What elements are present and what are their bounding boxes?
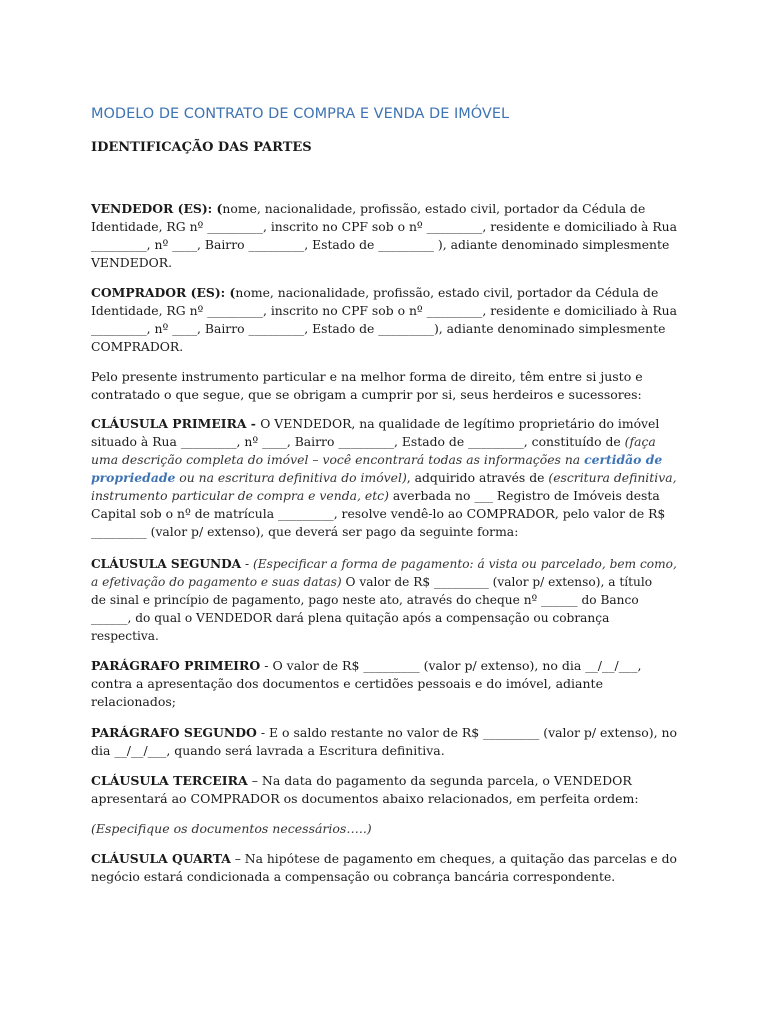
preamble-paragraph [91,368,643,404]
clausula-terceira-paragraph [91,772,639,808]
italic-text: (escritura definitiva, [548,470,677,485]
text-line: , adquirido através de [406,470,549,485]
certidao-link[interactable]: certidão de [584,452,663,467]
separator-text: - [241,556,253,571]
paragrafo-primeiro-label: PARÁGRAFO PRIMEIRO [91,658,261,673]
text-line: COMPRADOR. [91,339,184,354]
text-line: situado à Rua _________, nº ____, Bairro _________, Estado de _________, constituído de [91,434,625,449]
text-line: O VENDEDOR, na qualidade de legítimo proprietário do imóvel [260,416,660,431]
document-title: MODELO DE CONTRATO DE COMPRA E VENDA DE IMÓVEL [91,106,510,122]
clausula-quarta-label: CLÁUSULA QUARTA [91,851,231,866]
clausula-primeira-paragraph [91,415,683,541]
italic-text: instrumento particular de compra e venda, etc) [91,488,389,503]
text-line: respectiva. [91,628,159,643]
italic-text: ou na escritura definitiva do imóvel) [175,470,407,485]
text-line: Identidade, RG nº _________, inscrito no CPF sob o nº _________, residente e domiciliado à Rua [91,303,677,318]
vendedor-label: VENDEDOR (ES): ( [91,201,223,216]
text-line: Identidade, RG nº _________, inscrito no CPF sob o nº _________, residente e domiciliado à Rua [91,219,677,234]
paragrafo-segundo-label: PARÁGRAFO SEGUNDO [91,725,257,740]
italic-text: (faça [624,434,656,449]
clausula-segunda-paragraph [91,555,693,645]
especifique-paragraph [91,820,372,838]
text-line: de sinal e princípio de pagamento, pago neste ato, através do cheque nº ______ do Banco [91,592,639,607]
paragrafo-primeiro-paragraph [91,657,641,711]
text-line: – Na hipótese de pagamento em cheques, a quitação das parcelas e do [230,851,677,866]
text-line: contra a apresentação dos documentos e certidões pessoais e do imóvel, adiante [91,676,603,691]
comprador-label: COMPRADOR (ES): ( [91,285,236,300]
text-line: contratado o que segue, que se obrigam a cumprir por si, seus herdeiros e sucessores: [91,387,642,402]
text-line: Capital sob o nº de matrícula _________, resolve vendê-lo ao COMPRADOR, pelo valor de R$ [91,506,666,521]
certidao-link-continued[interactable]: propriedade [91,470,176,485]
text-line: relacionados; [91,694,177,709]
italic-text: uma descrição completa do imóvel – você encontrará todas as informações na [91,452,585,467]
text-line: apresentará ao COMPRADOR os documentos abaixo relacionados, em perfeita ordem: [91,791,639,806]
comprador-paragraph [91,284,683,356]
text-line: – Na data do pagamento da segunda parcela, o VENDEDOR [247,773,632,788]
text-line: averbada no ___ Registro de Imóveis desta [388,488,660,503]
clausula-quarta-paragraph [91,850,685,886]
text-line: _________, nº ____, Bairro _________, Estado de _________ ), adiante denominado simplesmente [91,237,670,252]
text-line: _________ (valor p/ extenso), que deverá ser pago da seguinte forma: [91,524,519,539]
text-line: nome, nacionalidade, profissão, estado civil, portador da Cédula de [222,201,646,216]
italic-text: (Especifique os documentos necessários…..) [91,821,372,836]
text-line: negócio estará condicionada a compensação ou cobrança bancária correspondente. [91,869,616,884]
clausula-segunda-label: CLÁUSULA SEGUNDA [91,556,242,571]
vendedor-paragraph [91,200,683,272]
text-line: nome, nacionalidade, profissão, estado civil, portador da Cédula de [235,285,659,300]
section-heading: IDENTIFICAÇÃO DAS PARTES [91,140,312,155]
italic-text: a efetivação do pagamento e suas datas) [91,574,342,589]
clausula-primeira-label: CLÁUSULA PRIMEIRA - [91,416,261,431]
paragrafo-segundo-paragraph [91,724,679,760]
text-line: - O valor de R$ _________ (valor p/ extenso), no dia __/__/___, [260,658,642,673]
text-line: dia __/__/___, quando será lavrada a Escritura definitiva. [91,743,445,758]
text-line: Pelo presente instrumento particular e na melhor forma de direito, têm entre si justo e [91,369,643,384]
text-line: O valor de R$ _________ (valor p/ extenso), a título [341,574,653,589]
text-line: - E o saldo restante no valor de R$ _________ (valor p/ extenso), no [256,725,678,740]
text-line: _________, nº ____, Bairro _________, Estado de _________), adiante denominado simplesmente [91,321,666,336]
text-line: ______, do qual o VENDEDOR dará plena quitação após a compensação ou cobrança [91,610,610,625]
text-line: VENDEDOR. [91,255,173,270]
clausula-terceira-label: CLÁUSULA TERCEIRA [91,773,248,788]
italic-text: (Especificar a forma de pagamento: á vista ou parcelado, bem como, [252,556,677,571]
